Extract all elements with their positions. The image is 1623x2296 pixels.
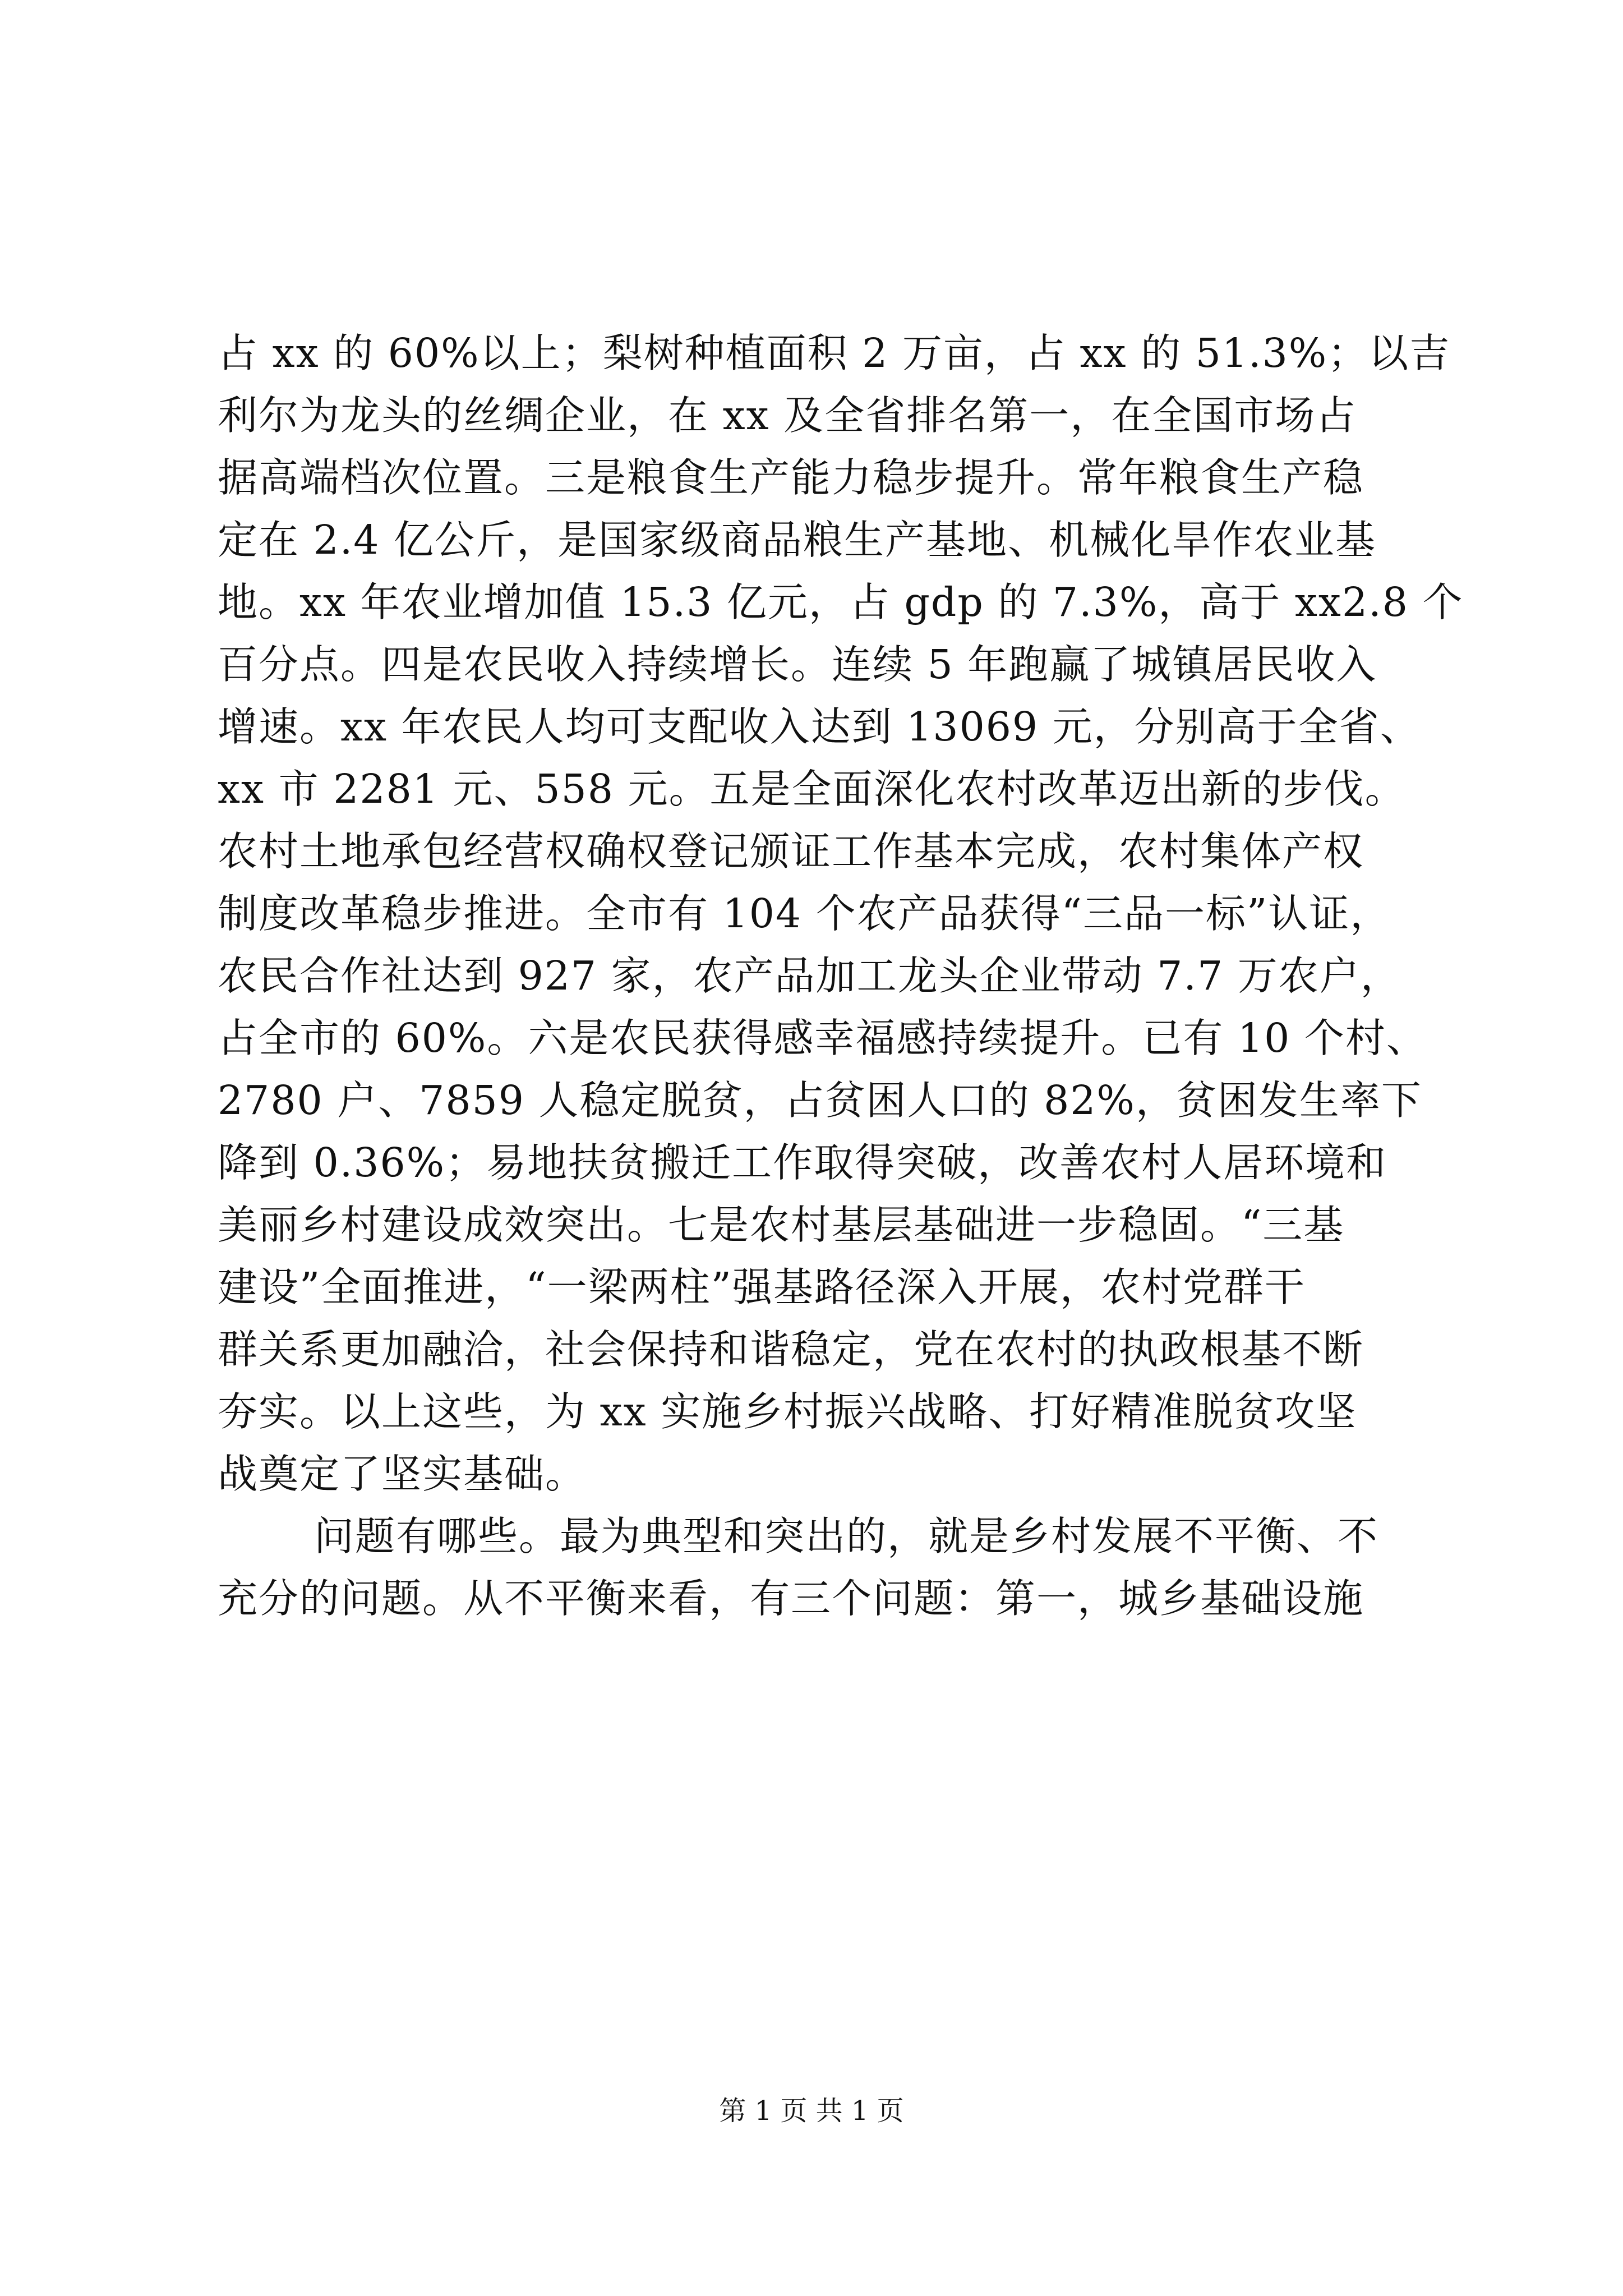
text-line: 充分的问题。从不平衡来看，有三个问题：第一，城乡基础设施: [218, 1575, 1364, 1622]
text-line: 建设”全面推进，“一梁两柱”强基路径深入开展，农村党群干: [218, 1264, 1306, 1310]
text-line: 利尔为龙头的丝绸企业，在 xx 及全省排名第一，在全国市场占: [218, 392, 1357, 439]
text-line: 降到 0.36%；易地扶贫搬迁工作取得突破，改善农村人居环境和: [218, 1139, 1387, 1186]
page-footer: 第 1 页 共 1 页: [719, 2095, 904, 2127]
text-line: 据高端档次位置。三是粮食生产能力稳步提升。常年粮食生产稳: [218, 454, 1364, 501]
text-line: 占 xx 的 60%以上；梨树种植面积 2 万亩，占 xx 的 51.3%；以吉: [218, 330, 1451, 376]
text-line: 农村土地承包经营权确权登记颁证工作基本完成，农村集体产权: [218, 828, 1364, 875]
text-line: 农民合作社达到 927 家，农产品加工龙头企业带动 7.7 万农户，: [218, 953, 1401, 999]
paragraph-start-line: 问题有哪些。最为典型和突出的，就是乡村发展不平衡、不: [314, 1513, 1379, 1559]
text-line: 地。xx 年农业增加值 15.3 亿元，占 gdp 的 7.3%，高于 xx2.8 个: [218, 579, 1464, 625]
text-line: xx 市 2281 元、558 元。五是全面深化农村改革迈出新的步伐。: [218, 766, 1406, 812]
text-line: 占全市的 60%。六是农民获得感幸福感持续提升。已有 10 个村、: [218, 1015, 1427, 1061]
text-line: 定在 2.4 亿公斤，是国家级商品粮生产基地、机械化旱作农业基: [218, 517, 1377, 563]
text-line: 群关系更加融洽，社会保持和谐稳定，党在农村的执政根基不断: [218, 1326, 1364, 1373]
text-line: 制度改革稳步推进。全市有 104 个农产品获得“三品一标”认证，: [218, 890, 1391, 937]
text-line: 百分点。四是农民收入持续增长。连续 5 年跑赢了城镇居民收入: [218, 641, 1377, 688]
text-line: 增速。xx 年农民人均可支配收入达到 13069 元，分别高于全省、: [218, 703, 1421, 750]
text-line: 夯实。以上这些，为 xx 实施乡村振兴战略、打好精准脱贫攻坚: [218, 1388, 1357, 1435]
text-line: 美丽乡村建设成效突出。七是农村基层基础进一步稳固。“三基: [218, 1202, 1345, 1248]
text-line: 2780 户、7859 人稳定脱贫，占贫困人口的 82%，贫困发生率下: [218, 1077, 1422, 1124]
text-line: 战奠定了坚实基础。: [218, 1451, 587, 1497]
